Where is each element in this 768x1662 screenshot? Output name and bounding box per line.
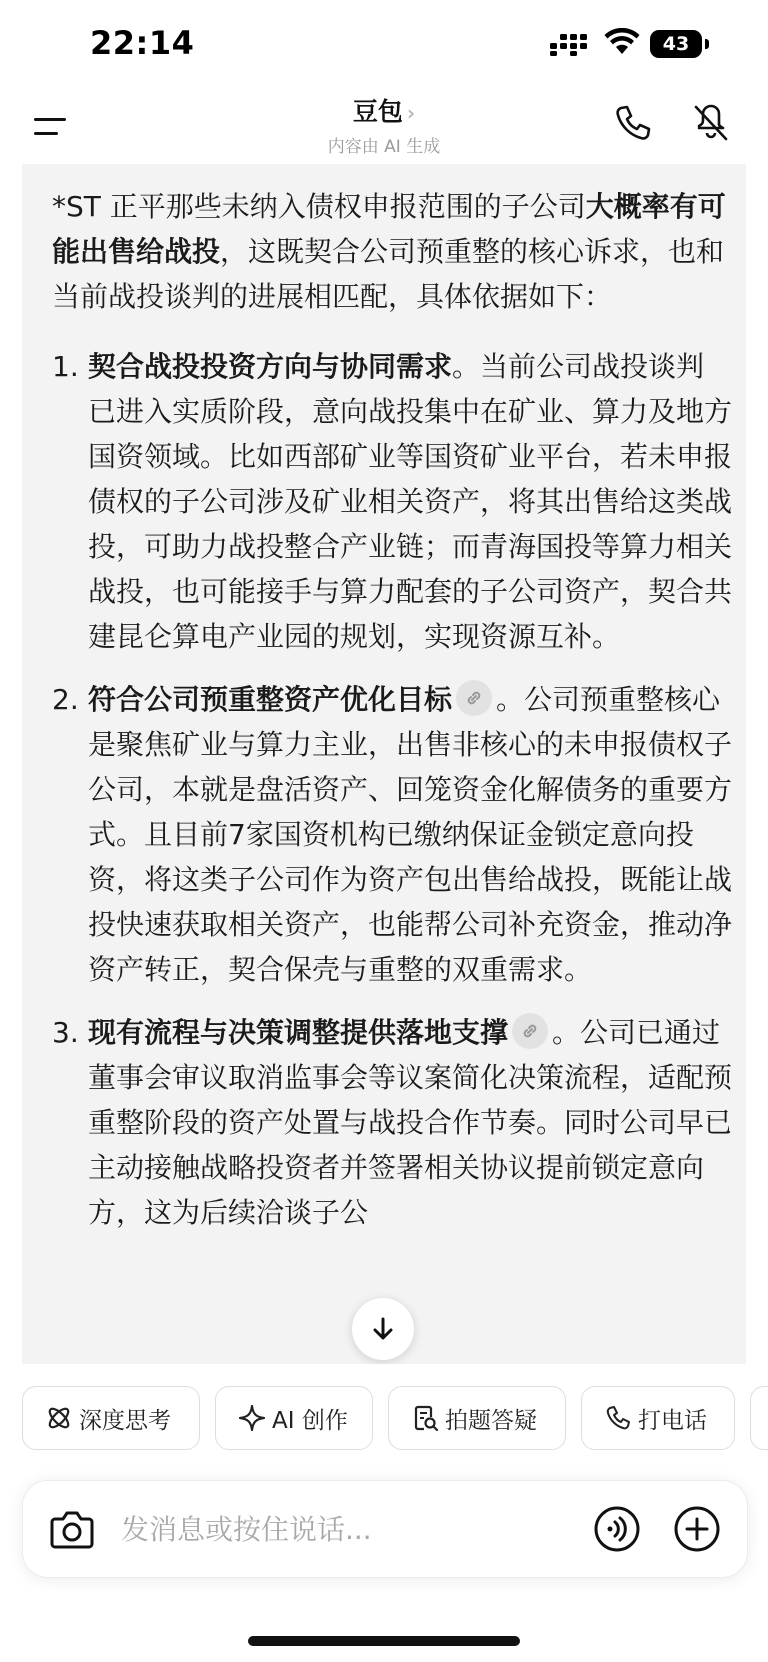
- phone-call-chip[interactable]: [581, 1386, 735, 1450]
- cellular-signal-icon: [550, 33, 594, 57]
- list-item: [52, 344, 732, 659]
- list-number: 2.: [52, 683, 79, 716]
- status-bar: [0, 0, 768, 90]
- reason-list: [52, 344, 732, 1235]
- battery-icon: [650, 30, 710, 58]
- scroll-to-bottom-button[interactable]: [352, 1298, 414, 1360]
- deep-think-chip[interactable]: [22, 1386, 200, 1450]
- chat-header: [0, 88, 768, 164]
- list-item: [52, 677, 732, 992]
- chat-title-area[interactable]: [284, 92, 484, 157]
- intro-text: *ST 正平那些未纳入债权申报范围的子公司: [52, 190, 586, 223]
- message-intro: [52, 184, 732, 319]
- list-item-title: 现有流程与决策调整提供落地支撑: [88, 1016, 509, 1049]
- citation-link-icon[interactable]: [512, 1013, 548, 1049]
- voice-input-icon[interactable]: [593, 1505, 641, 1553]
- chat-title: 豆包: [352, 97, 403, 126]
- quick-actions: [0, 1364, 768, 1460]
- chevron-right-icon: ›: [406, 101, 416, 125]
- sparkle-icon: [238, 1404, 266, 1432]
- message-body: [52, 184, 732, 1253]
- more-chip[interactable]: [750, 1386, 768, 1450]
- intro-text-tail: ，这既契合公司预重整的核心诉求，也和当前战投谈判的进展相匹配，具体依据如下：: [52, 235, 725, 313]
- mute-icon[interactable]: [690, 102, 732, 144]
- list-number: 3.: [52, 1016, 79, 1049]
- phone-call-icon[interactable]: [612, 102, 654, 144]
- ai-message-card: [22, 164, 746, 1364]
- list-item: [52, 1010, 732, 1235]
- atom-icon: [45, 1404, 73, 1432]
- ai-create-chip[interactable]: [215, 1386, 373, 1450]
- plus-icon[interactable]: [673, 1505, 721, 1553]
- arrow-down-icon: [369, 1315, 397, 1343]
- message-composer: [22, 1480, 748, 1578]
- citation-link-icon[interactable]: [456, 680, 492, 716]
- chip-label: 拍题答疑: [445, 1408, 537, 1434]
- list-item-title: 符合公司预重整资产优化目标: [88, 683, 453, 716]
- status-time: 22:14: [90, 24, 195, 62]
- battery-level: 43: [650, 30, 702, 58]
- list-item-title: 契合战投投资方向与协同需求: [88, 350, 453, 383]
- ai-generated-notice: 内容由 AI 生成: [327, 137, 441, 157]
- photo-question-chip[interactable]: [388, 1386, 566, 1450]
- list-item-body: 。当前公司战投谈判已进入实质阶段，意向战投集中在矿业、算力及地方国资领域。比如西部矿业等国资矿业平台，若未申报债权的子公司涉及矿业相关资产，将其出售给这类战投，可助力战投整合产业链；而青海国投等算力相关战投，也可能接手与算力配套的子公司资产，契合共建昆仑算电产业园的规划，实现资源互补。: [88, 350, 733, 653]
- scan-question-icon: [411, 1404, 439, 1432]
- wifi-icon: [604, 28, 640, 56]
- message-input[interactable]: [119, 1505, 563, 1553]
- list-number: 1.: [52, 350, 79, 383]
- intro-bold-text: 大概率有可能出售给战投: [52, 190, 726, 268]
- chip-label: 深度思考: [79, 1408, 171, 1434]
- camera-icon[interactable]: [49, 1507, 95, 1551]
- phone-icon: [604, 1404, 632, 1432]
- menu-button[interactable]: [30, 110, 76, 144]
- chip-label: 打电话: [638, 1408, 707, 1434]
- list-item-body: 。公司已通过董事会审议取消监事会等议案简化决策流程，适配预重整阶段的资产处置与战投合作节奏。同时公司早已主动接触战略投资者并签署相关协议提前锁定意向方，这为后续洽谈子公: [88, 1016, 733, 1229]
- home-indicator: [248, 1636, 520, 1646]
- list-item-body: 。公司预重整核心是聚焦矿业与算力主业，出售非核心的未申报债权子公司，本就是盘活资产、回笼资金化解债务的重要方式。且目前7家国资机构已缴纳保证金锁定意向投资，将这类子公司作为资产包出售给战投，既能让战投快速获取相关资产，也能帮公司补充资金，推动净资产转正，契合保壳与重整的双重需求。: [88, 683, 733, 986]
- chip-label: AI 创作: [272, 1408, 348, 1434]
